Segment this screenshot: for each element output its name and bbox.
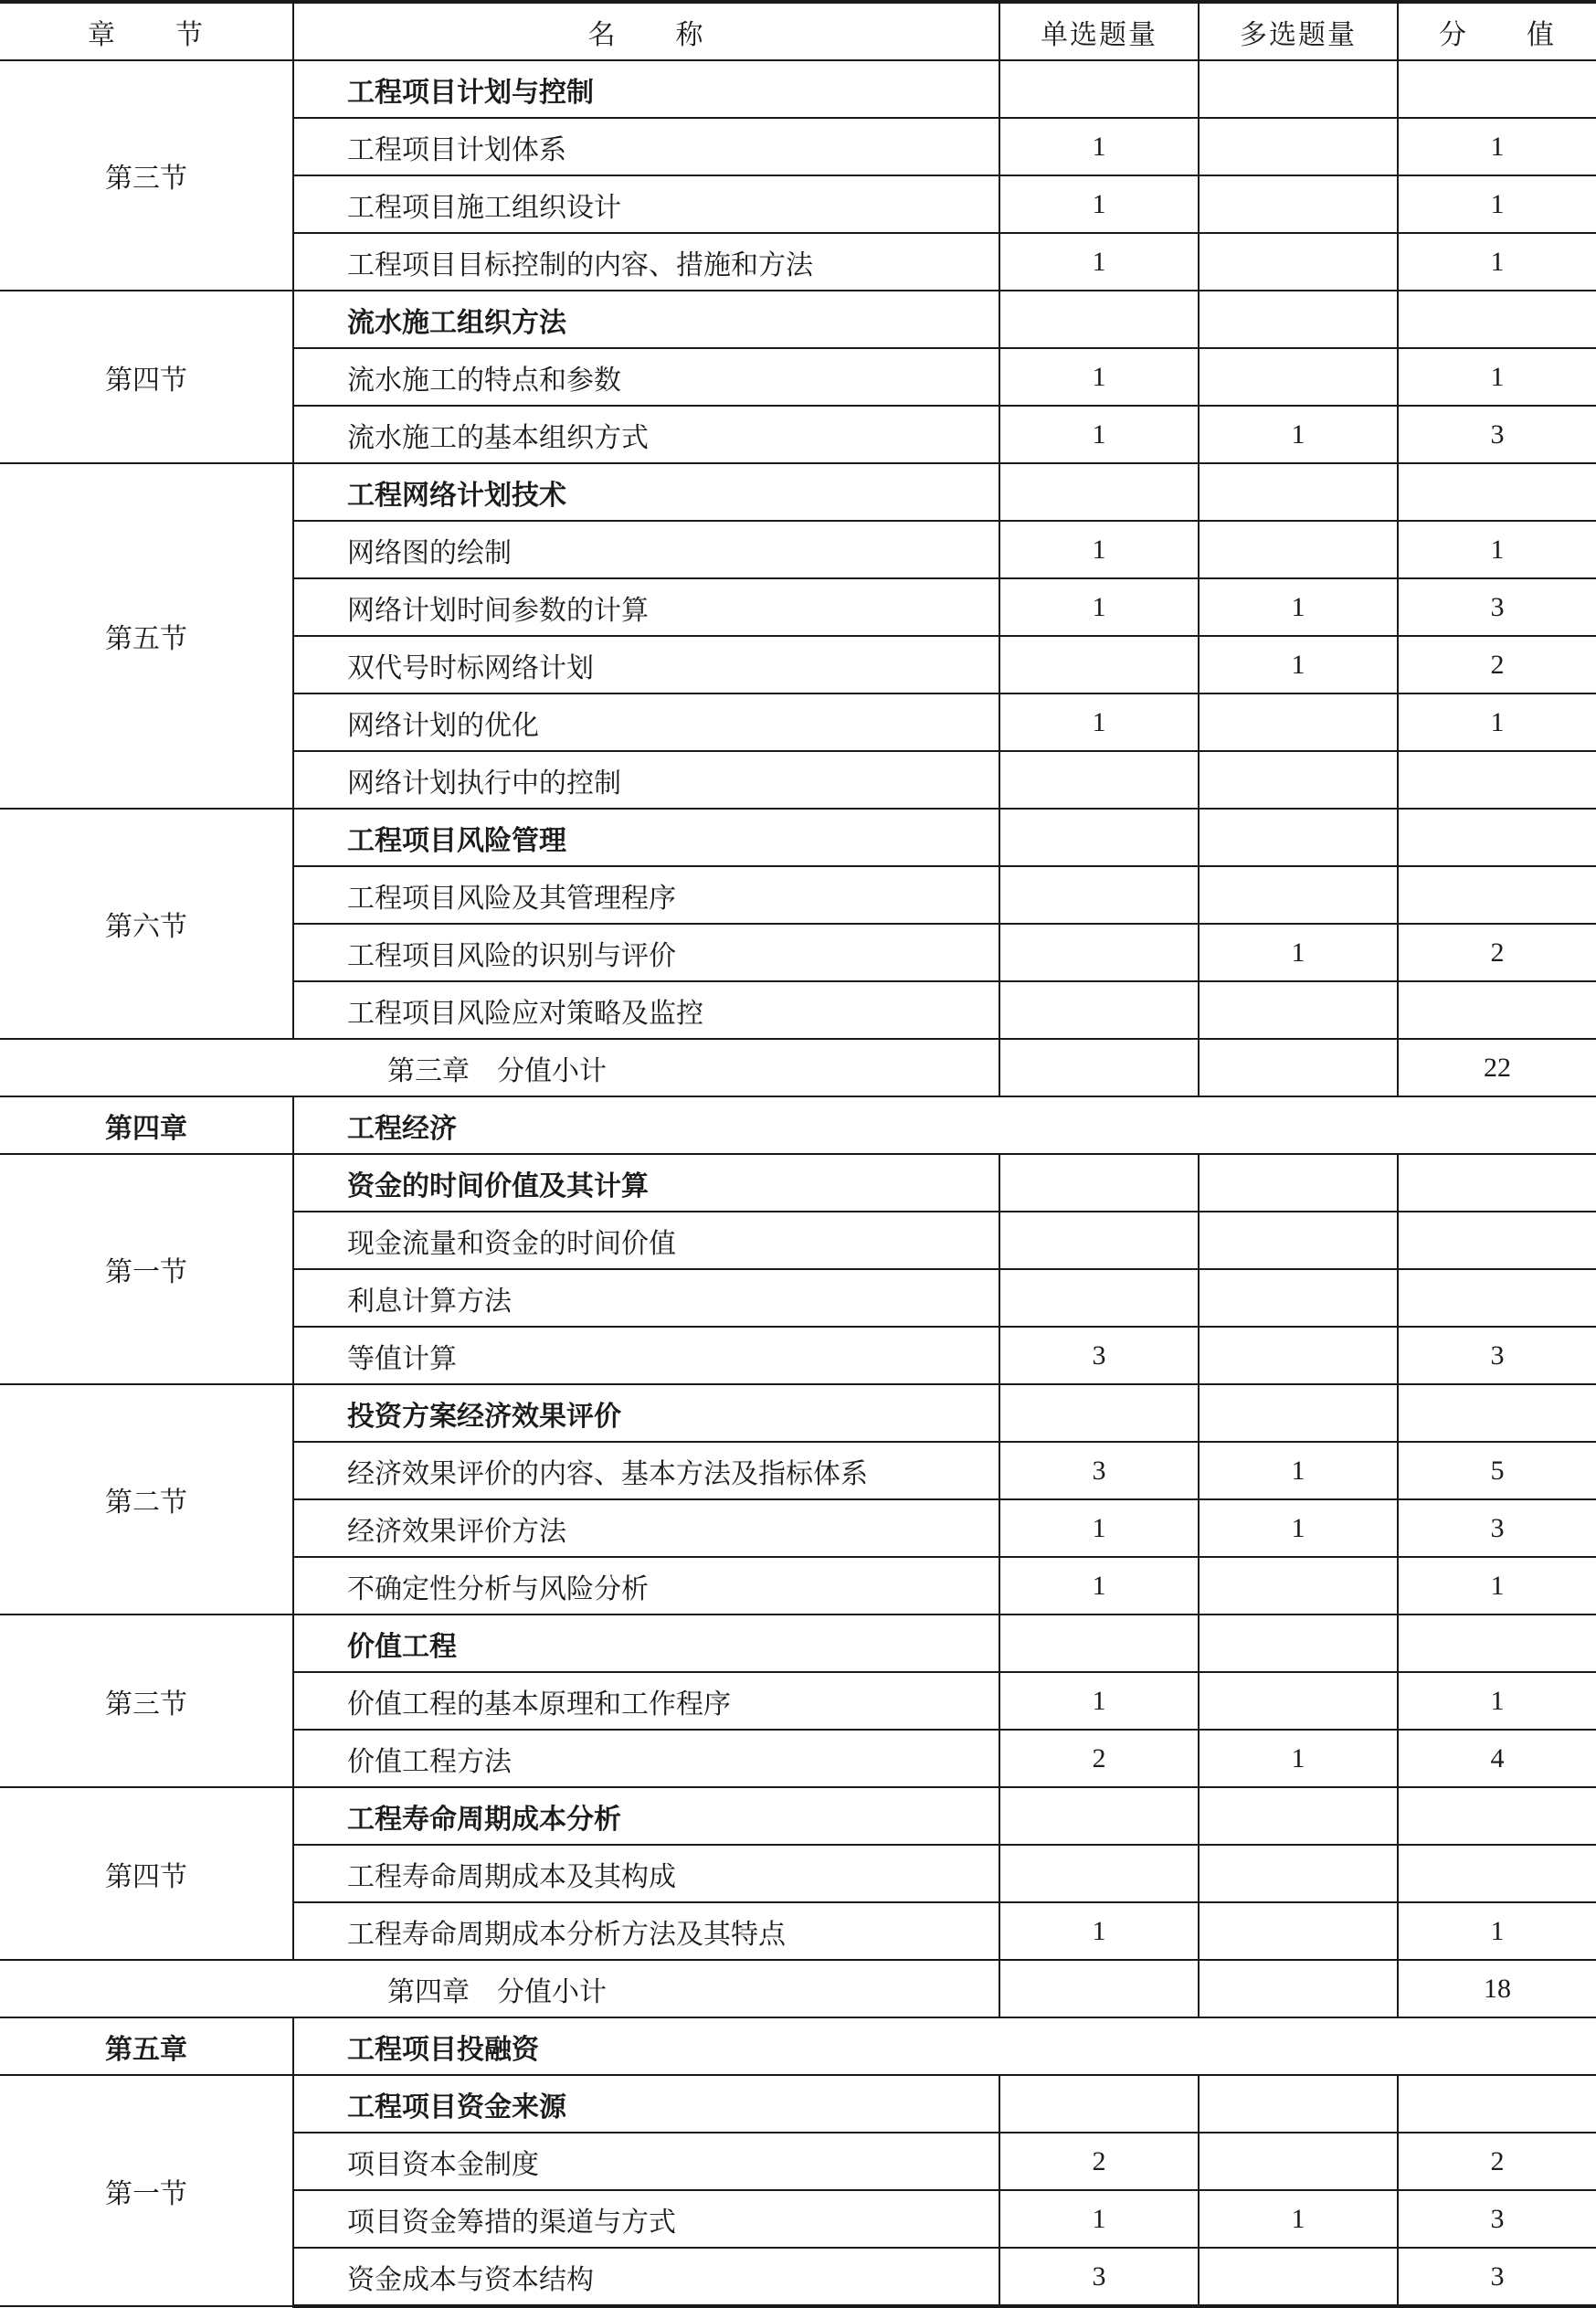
single-choice-count: [999, 1269, 1199, 1327]
single-choice-count: 1: [999, 348, 1199, 406]
score-value: 1: [1398, 1672, 1596, 1730]
single-choice-count: 3: [999, 1442, 1199, 1499]
topic-heading: 价值工程: [293, 1615, 999, 1672]
topic-name: 利息计算方法: [293, 1269, 999, 1327]
header-score: 分 值: [1398, 2, 1596, 60]
multi-choice-count: 1: [1199, 2190, 1398, 2248]
multi-choice-count: 1: [1199, 1730, 1398, 1787]
multi-choice-count: [1199, 1212, 1398, 1269]
score-value: [1398, 1615, 1596, 1672]
single-choice-count: [999, 866, 1199, 924]
chapter-label: 第五章: [0, 2017, 293, 2075]
subtotal-row: [0, 1039, 1596, 1096]
topic-name: 经济效果评价的内容、基本方法及指标体系: [293, 1442, 999, 1499]
multi-choice-count: 1: [1199, 636, 1398, 693]
chapter-row: [0, 1096, 1596, 1154]
score-value: 1: [1398, 521, 1596, 578]
score-value: [1398, 1269, 1596, 1327]
topic-name: 现金流量和资金的时间价值: [293, 1212, 999, 1269]
single-choice-count: 1: [999, 693, 1199, 751]
topic-name: 工程项目目标控制的内容、措施和方法: [293, 233, 999, 291]
section-label: 第一节: [0, 1154, 293, 1384]
multi-choice-count: [1199, 175, 1398, 233]
topic-heading: 工程寿命周期成本分析: [293, 1787, 999, 1845]
topic-name: 项目资本金制度: [293, 2133, 999, 2190]
single-choice-count: 1: [999, 1672, 1199, 1730]
table-row: [0, 1615, 1596, 1672]
table-row: [0, 60, 1596, 118]
score-value: 1: [1398, 1557, 1596, 1615]
subtotal-multi: [1199, 1960, 1398, 2017]
single-choice-count: 3: [999, 2248, 1199, 2306]
single-choice-count: 1: [999, 406, 1199, 463]
topic-name: 双代号时标网络计划: [293, 636, 999, 693]
single-choice-count: 1: [999, 1499, 1199, 1557]
single-choice-count: [999, 291, 1199, 348]
single-choice-count: [999, 636, 1199, 693]
single-choice-count: 1: [999, 118, 1199, 175]
score-value: 5: [1398, 1442, 1596, 1499]
multi-choice-count: [1199, 1615, 1398, 1672]
topic-name: 网络计划执行中的控制: [293, 751, 999, 809]
topic-heading: 工程网络计划技术: [293, 463, 999, 521]
table-row: [0, 291, 1596, 348]
multi-choice-count: [1199, 233, 1398, 291]
multi-choice-count: 1: [1199, 578, 1398, 636]
topic-name: 工程寿命周期成本分析方法及其特点: [293, 1902, 999, 1960]
table-row: [0, 809, 1596, 866]
subtotal-multi: [1199, 1039, 1398, 1096]
section-label: 第六节: [0, 809, 293, 1039]
score-value: [1398, 809, 1596, 866]
section-label: 第四节: [0, 1787, 293, 1960]
multi-choice-count: [1199, 1902, 1398, 1960]
score-value: 2: [1398, 924, 1596, 981]
score-value: 3: [1398, 2248, 1596, 2306]
topic-heading: 投资方案经济效果评价: [293, 1384, 999, 1442]
multi-choice-count: 1: [1199, 924, 1398, 981]
multi-choice-count: 1: [1199, 406, 1398, 463]
section-label: 第二节: [0, 1384, 293, 1615]
table-row: [0, 1154, 1596, 1212]
single-choice-count: 2: [999, 1730, 1199, 1787]
score-value: [1398, 1845, 1596, 1902]
topic-name: 工程项目风险应对策略及监控: [293, 981, 999, 1039]
multi-choice-count: [1199, 291, 1398, 348]
score-value: 1: [1398, 348, 1596, 406]
multi-choice-count: [1199, 693, 1398, 751]
score-value: 3: [1398, 1499, 1596, 1557]
score-value: [1398, 751, 1596, 809]
score-value: 1: [1398, 693, 1596, 751]
multi-choice-count: [1199, 1154, 1398, 1212]
score-value: 3: [1398, 578, 1596, 636]
topic-name: 经济效果评价方法: [293, 1499, 999, 1557]
score-value: [1398, 866, 1596, 924]
score-value: 3: [1398, 406, 1596, 463]
score-value: 1: [1398, 233, 1596, 291]
single-choice-count: [999, 1384, 1199, 1442]
topic-name: 工程项目施工组织设计: [293, 175, 999, 233]
chapter-title: 工程项目投融资: [293, 2017, 1596, 2075]
header-multi-choice: 多选题量: [1199, 2, 1398, 60]
multi-choice-count: [1199, 60, 1398, 118]
single-choice-count: [999, 60, 1199, 118]
table-header-row: [0, 2, 1596, 60]
multi-choice-count: [1199, 521, 1398, 578]
single-choice-count: [999, 1154, 1199, 1212]
single-choice-count: 3: [999, 1327, 1199, 1384]
score-value: [1398, 463, 1596, 521]
single-choice-count: 1: [999, 521, 1199, 578]
topic-name: 价值工程方法: [293, 1730, 999, 1787]
single-choice-count: [999, 924, 1199, 981]
topic-heading: 工程项目计划与控制: [293, 60, 999, 118]
topic-heading: 工程项目资金来源: [293, 2075, 999, 2133]
multi-choice-count: [1199, 2133, 1398, 2190]
topic-name: 等值计算: [293, 1327, 999, 1384]
single-choice-count: 1: [999, 578, 1199, 636]
multi-choice-count: [1199, 348, 1398, 406]
score-value: [1398, 1787, 1596, 1845]
chapter-row: [0, 2017, 1596, 2075]
section-label: 第一节: [0, 2075, 293, 2306]
single-choice-count: 1: [999, 175, 1199, 233]
header-name: 名 称: [293, 2, 999, 60]
subtotal-score: 22: [1398, 1039, 1596, 1096]
score-value: [1398, 981, 1596, 1039]
score-value: 4: [1398, 1730, 1596, 1787]
section-label: 第三节: [0, 60, 293, 291]
single-choice-count: 1: [999, 2190, 1199, 2248]
score-value: [1398, 1384, 1596, 1442]
chapter-label: 第四章: [0, 1096, 293, 1154]
score-value: 1: [1398, 175, 1596, 233]
topic-name: 网络图的绘制: [293, 521, 999, 578]
score-value: [1398, 60, 1596, 118]
topic-name: 流水施工的特点和参数: [293, 348, 999, 406]
section-label: 第五节: [0, 463, 293, 809]
single-choice-count: [999, 809, 1199, 866]
single-choice-count: 1: [999, 233, 1199, 291]
multi-choice-count: [1199, 866, 1398, 924]
single-choice-count: [999, 981, 1199, 1039]
single-choice-count: [999, 463, 1199, 521]
subtotal-row: [0, 1960, 1596, 2017]
chapter-title: 工程经济: [293, 1096, 1596, 1154]
topic-name: 资金成本与资本结构: [293, 2248, 999, 2306]
section-label: 第四节: [0, 291, 293, 463]
multi-choice-count: [1199, 463, 1398, 521]
multi-choice-count: [1199, 1327, 1398, 1384]
topic-name: 工程项目风险及其管理程序: [293, 866, 999, 924]
multi-choice-count: [1199, 1672, 1398, 1730]
header-single-choice: 单选题量: [999, 2, 1199, 60]
multi-choice-count: [1199, 751, 1398, 809]
topic-name: 工程寿命周期成本及其构成: [293, 1845, 999, 1902]
multi-choice-count: [1199, 2075, 1398, 2133]
single-choice-count: [999, 1787, 1199, 1845]
table-body: [0, 60, 1596, 2306]
multi-choice-count: 1: [1199, 1442, 1398, 1499]
header-chapter: 章 节: [0, 2, 293, 60]
single-choice-count: 2: [999, 2133, 1199, 2190]
subtotal-score: 18: [1398, 1960, 1596, 2017]
score-value: 2: [1398, 2133, 1596, 2190]
score-value: 3: [1398, 1327, 1596, 1384]
score-value: [1398, 1212, 1596, 1269]
multi-choice-count: [1199, 1269, 1398, 1327]
score-value: 1: [1398, 118, 1596, 175]
topic-name: 项目资金筹措的渠道与方式: [293, 2190, 999, 2248]
topic-name: 不确定性分析与风险分析: [293, 1557, 999, 1615]
single-choice-count: 1: [999, 1902, 1199, 1960]
table-row: [0, 2075, 1596, 2133]
table-row: [0, 463, 1596, 521]
topic-name: 工程项目风险的识别与评价: [293, 924, 999, 981]
single-choice-count: [999, 751, 1199, 809]
score-value: [1398, 291, 1596, 348]
score-value: 3: [1398, 2190, 1596, 2248]
multi-choice-count: [1199, 981, 1398, 1039]
topic-name: 网络计划的优化: [293, 693, 999, 751]
single-choice-count: [999, 1212, 1199, 1269]
topic-name: 价值工程的基本原理和工作程序: [293, 1672, 999, 1730]
single-choice-count: [999, 1615, 1199, 1672]
score-value: [1398, 2075, 1596, 2133]
table-row: [0, 1787, 1596, 1845]
subtotal-single: [999, 1039, 1199, 1096]
subtotal-label: 第四章 分值小计: [0, 1960, 999, 2017]
topic-heading: 工程项目风险管理: [293, 809, 999, 866]
multi-choice-count: [1199, 1787, 1398, 1845]
multi-choice-count: [1199, 2248, 1398, 2306]
multi-choice-count: [1199, 118, 1398, 175]
topic-heading: 流水施工组织方法: [293, 291, 999, 348]
single-choice-count: [999, 2075, 1199, 2133]
score-value: [1398, 1154, 1596, 1212]
multi-choice-count: [1199, 1845, 1398, 1902]
single-choice-count: [999, 1845, 1199, 1902]
table-row: [0, 1384, 1596, 1442]
subtotal-single: [999, 1960, 1199, 2017]
topic-name: 工程项目计划体系: [293, 118, 999, 175]
topic-heading: 资金的时间价值及其计算: [293, 1154, 999, 1212]
score-value: 1: [1398, 1902, 1596, 1960]
multi-choice-count: [1199, 1384, 1398, 1442]
multi-choice-count: 1: [1199, 1499, 1398, 1557]
topic-name: 网络计划时间参数的计算: [293, 578, 999, 636]
multi-choice-count: [1199, 809, 1398, 866]
subtotal-label: 第三章 分值小计: [0, 1039, 999, 1096]
score-value: 2: [1398, 636, 1596, 693]
multi-choice-count: [1199, 1557, 1398, 1615]
single-choice-count: 1: [999, 1557, 1199, 1615]
section-label: 第三节: [0, 1615, 293, 1787]
topic-name: 流水施工的基本组织方式: [293, 406, 999, 463]
